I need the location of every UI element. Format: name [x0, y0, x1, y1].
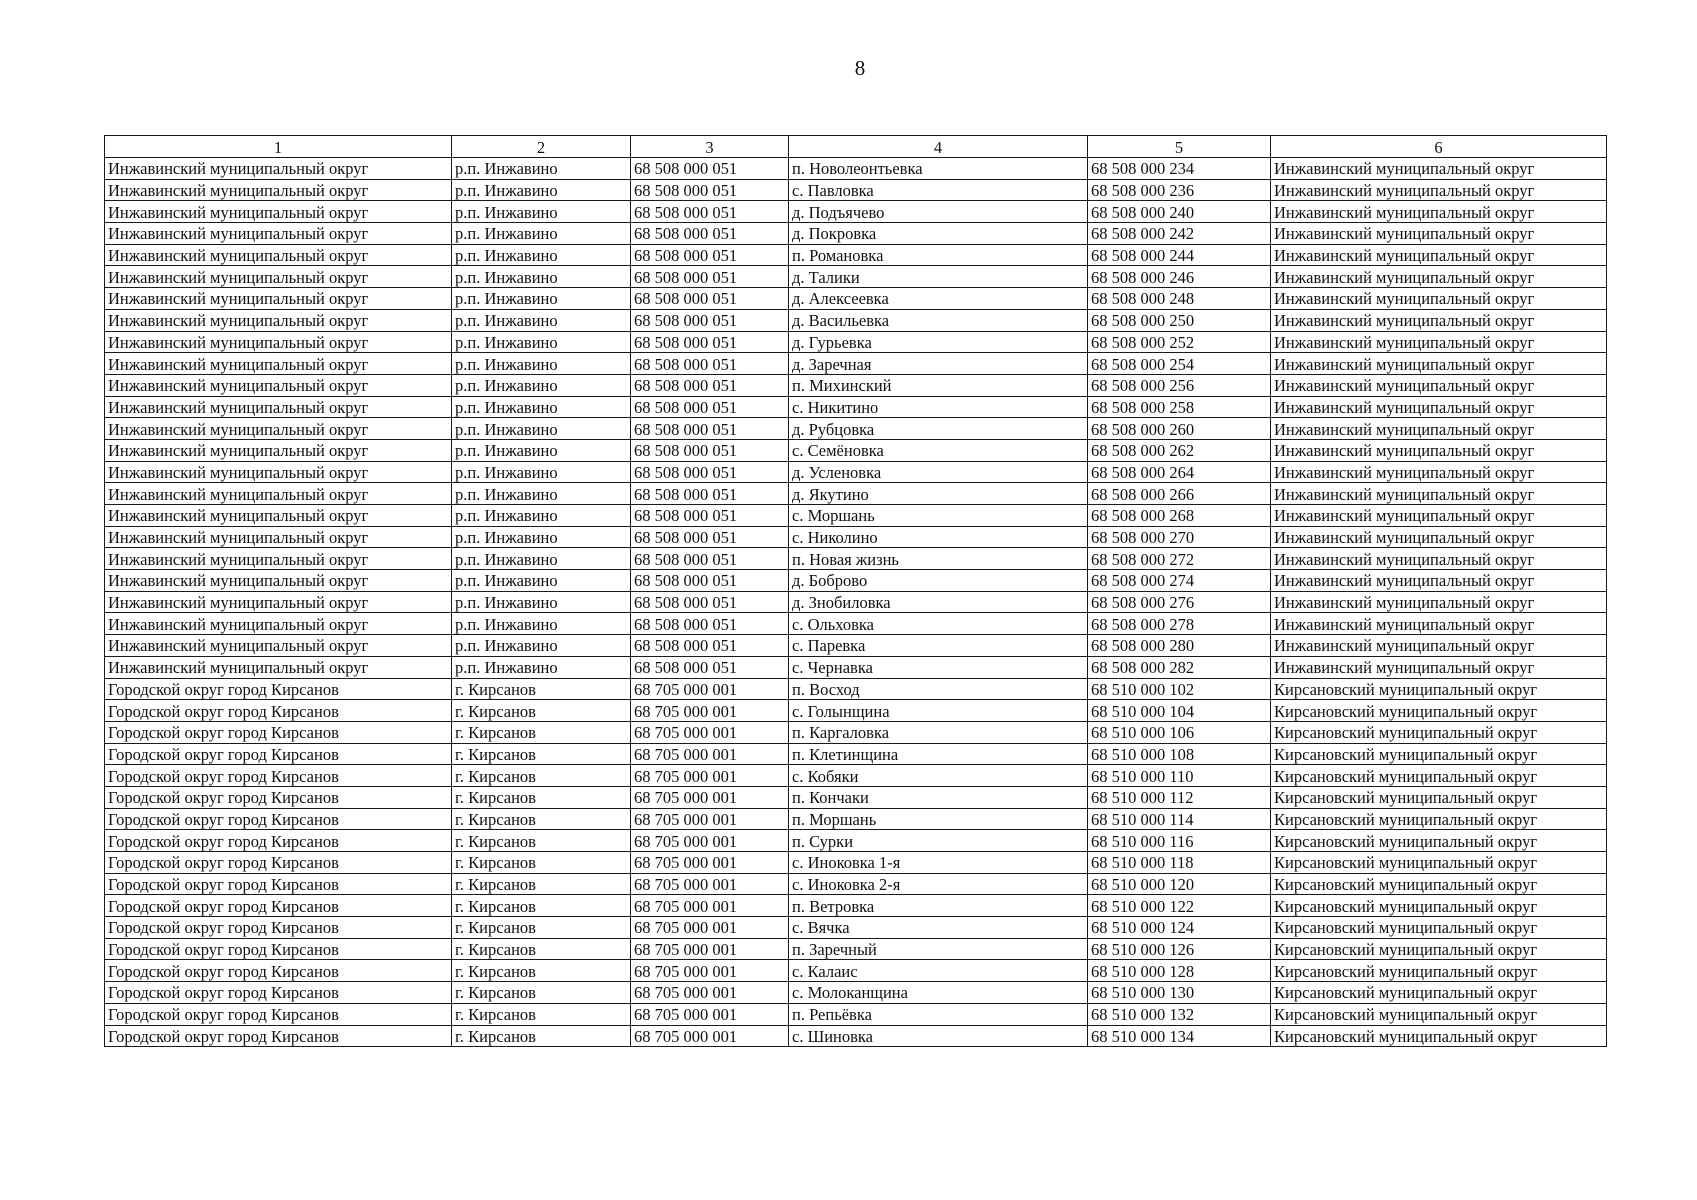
center-code-cell: 68 508 000 051 — [631, 201, 789, 223]
center-cell: р.п. Инжавино — [452, 396, 631, 418]
registry-table — [104, 135, 1607, 1047]
table-row — [105, 223, 1607, 245]
settlement-cell: д. Талики — [789, 266, 1088, 288]
table-row — [105, 895, 1607, 917]
settlement-code-cell: 68 510 000 122 — [1088, 895, 1271, 917]
settlement-cell: д. Боброво — [789, 570, 1088, 592]
settlement-code-cell: 68 510 000 130 — [1088, 982, 1271, 1004]
table-row — [105, 743, 1607, 765]
settlement-code-cell: 68 508 000 234 — [1088, 158, 1271, 180]
center-code-cell: 68 508 000 051 — [631, 591, 789, 613]
settlement-code-cell: 68 510 000 116 — [1088, 830, 1271, 852]
new-district-cell: Кирсановский муниципальный округ — [1271, 1003, 1607, 1025]
center-cell: р.п. Инжавино — [452, 179, 631, 201]
new-district-cell: Кирсановский муниципальный округ — [1271, 808, 1607, 830]
table-row — [105, 201, 1607, 223]
center-cell: р.п. Инжавино — [452, 613, 631, 635]
settlement-code-cell: 68 508 000 258 — [1088, 396, 1271, 418]
settlement-cell: п. Репьёвка — [789, 1003, 1088, 1025]
center-code-cell: 68 705 000 001 — [631, 678, 789, 700]
settlement-cell: с. Паревка — [789, 635, 1088, 657]
settlement-cell: д. Заречная — [789, 353, 1088, 375]
settlement-code-cell: 68 508 000 256 — [1088, 374, 1271, 396]
settlement-code-cell: 68 508 000 248 — [1088, 288, 1271, 310]
settlement-code-cell: 68 510 000 110 — [1088, 765, 1271, 787]
new-district-cell: Инжавинский муниципальный округ — [1271, 613, 1607, 635]
new-district-cell: Инжавинский муниципальный округ — [1271, 244, 1607, 266]
center-code-cell: 68 508 000 051 — [631, 331, 789, 353]
center-code-cell: 68 705 000 001 — [631, 1003, 789, 1025]
settlement-code-cell: 68 508 000 254 — [1088, 353, 1271, 375]
settlement-code-cell: 68 508 000 264 — [1088, 461, 1271, 483]
new-district-cell: Инжавинский муниципальный округ — [1271, 266, 1607, 288]
center-cell: р.п. Инжавино — [452, 353, 631, 375]
table-row — [105, 765, 1607, 787]
center-cell: г. Кирсанов — [452, 830, 631, 852]
settlement-cell: с. Кобяки — [789, 765, 1088, 787]
new-district-cell: Инжавинский муниципальный округ — [1271, 656, 1607, 678]
center-code-cell: 68 508 000 051 — [631, 461, 789, 483]
new-district-cell: Кирсановский муниципальный округ — [1271, 721, 1607, 743]
district-cell: Городской округ город Кирсанов — [105, 743, 452, 765]
settlement-cell: д. Васильевка — [789, 309, 1088, 331]
new-district-cell: Кирсановский муниципальный округ — [1271, 1025, 1607, 1047]
district-cell: Инжавинский муниципальный округ — [105, 396, 452, 418]
table-row — [105, 656, 1607, 678]
center-cell: р.п. Инжавино — [452, 331, 631, 353]
center-code-cell: 68 705 000 001 — [631, 917, 789, 939]
district-cell: Городской округ город Кирсанов — [105, 938, 452, 960]
settlement-cell: с. Николино — [789, 526, 1088, 548]
center-code-cell: 68 705 000 001 — [631, 873, 789, 895]
header-row — [105, 136, 1607, 158]
settlement-code-cell: 68 508 000 262 — [1088, 439, 1271, 461]
center-cell: р.п. Инжавино — [452, 201, 631, 223]
new-district-cell: Инжавинский муниципальный округ — [1271, 461, 1607, 483]
district-cell: Городской округ город Кирсанов — [105, 830, 452, 852]
center-code-cell: 68 705 000 001 — [631, 1025, 789, 1047]
center-code-cell: 68 508 000 051 — [631, 223, 789, 245]
settlement-code-cell: 68 508 000 270 — [1088, 526, 1271, 548]
settlement-code-cell: 68 508 000 276 — [1088, 591, 1271, 613]
center-cell: р.п. Инжавино — [452, 374, 631, 396]
table-row — [105, 331, 1607, 353]
center-code-cell: 68 508 000 051 — [631, 483, 789, 505]
new-district-cell: Инжавинский муниципальный округ — [1271, 309, 1607, 331]
table-header — [105, 136, 1607, 158]
new-district-cell: Кирсановский муниципальный округ — [1271, 743, 1607, 765]
settlement-code-cell: 68 508 000 266 — [1088, 483, 1271, 505]
center-cell: р.п. Инжавино — [452, 656, 631, 678]
center-cell: р.п. Инжавино — [452, 158, 631, 180]
center-code-cell: 68 705 000 001 — [631, 808, 789, 830]
district-cell: Городской округ город Кирсанов — [105, 700, 452, 722]
center-code-cell: 68 508 000 051 — [631, 288, 789, 310]
table-row — [105, 570, 1607, 592]
settlement-cell: п. Клетинщина — [789, 743, 1088, 765]
center-code-cell: 68 705 000 001 — [631, 830, 789, 852]
new-district-cell: Инжавинский муниципальный округ — [1271, 526, 1607, 548]
table-body — [105, 158, 1607, 1047]
new-district-cell: Инжавинский муниципальный округ — [1271, 418, 1607, 440]
center-cell: р.п. Инжавино — [452, 439, 631, 461]
district-cell: Городской округ город Кирсанов — [105, 960, 452, 982]
district-cell: Городской округ город Кирсанов — [105, 765, 452, 787]
center-cell: р.п. Инжавино — [452, 635, 631, 657]
settlement-code-cell: 68 508 000 282 — [1088, 656, 1271, 678]
center-code-cell: 68 508 000 051 — [631, 266, 789, 288]
settlement-cell: с. Калаис — [789, 960, 1088, 982]
district-cell: Инжавинский муниципальный округ — [105, 374, 452, 396]
center-cell: г. Кирсанов — [452, 982, 631, 1004]
center-cell: г. Кирсанов — [452, 721, 631, 743]
settlement-cell: с. Чернавка — [789, 656, 1088, 678]
center-cell: г. Кирсанов — [452, 852, 631, 874]
table-row — [105, 1025, 1607, 1047]
table-row — [105, 721, 1607, 743]
new-district-cell: Кирсановский муниципальный округ — [1271, 917, 1607, 939]
new-district-cell: Кирсановский муниципальный округ — [1271, 895, 1607, 917]
center-cell: р.п. Инжавино — [452, 548, 631, 570]
table-row — [105, 830, 1607, 852]
district-cell: Инжавинский муниципальный округ — [105, 526, 452, 548]
center-code-cell: 68 508 000 051 — [631, 635, 789, 657]
settlement-code-cell: 68 510 000 102 — [1088, 678, 1271, 700]
center-code-cell: 68 705 000 001 — [631, 895, 789, 917]
column-header: 1 — [105, 136, 452, 158]
center-cell: г. Кирсанов — [452, 765, 631, 787]
settlement-cell: д. Подъячево — [789, 201, 1088, 223]
district-cell: Инжавинский муниципальный округ — [105, 158, 452, 180]
center-cell: р.п. Инжавино — [452, 591, 631, 613]
table-row — [105, 786, 1607, 808]
center-code-cell: 68 705 000 001 — [631, 700, 789, 722]
district-cell: Инжавинский муниципальный округ — [105, 288, 452, 310]
settlement-code-cell: 68 510 000 104 — [1088, 700, 1271, 722]
center-cell: г. Кирсанов — [452, 917, 631, 939]
center-cell: г. Кирсанов — [452, 808, 631, 830]
district-cell: Инжавинский муниципальный округ — [105, 656, 452, 678]
new-district-cell: Инжавинский муниципальный округ — [1271, 374, 1607, 396]
center-cell: р.п. Инжавино — [452, 483, 631, 505]
district-cell: Инжавинский муниципальный округ — [105, 613, 452, 635]
district-cell: Инжавинский муниципальный округ — [105, 483, 452, 505]
new-district-cell: Кирсановский муниципальный округ — [1271, 765, 1607, 787]
center-code-cell: 68 705 000 001 — [631, 743, 789, 765]
settlement-cell: д. Знобиловка — [789, 591, 1088, 613]
settlement-cell: п. Моршань — [789, 808, 1088, 830]
center-code-cell: 68 508 000 051 — [631, 244, 789, 266]
settlement-code-cell: 68 510 000 108 — [1088, 743, 1271, 765]
new-district-cell: Инжавинский муниципальный округ — [1271, 396, 1607, 418]
table-row — [105, 158, 1607, 180]
district-cell: Инжавинский муниципальный округ — [105, 635, 452, 657]
table-row — [105, 808, 1607, 830]
center-cell: г. Кирсанов — [452, 743, 631, 765]
table-row — [105, 1003, 1607, 1025]
new-district-cell: Инжавинский муниципальный округ — [1271, 353, 1607, 375]
new-district-cell: Инжавинский муниципальный округ — [1271, 288, 1607, 310]
district-cell: Городской округ город Кирсанов — [105, 982, 452, 1004]
district-cell: Городской округ город Кирсанов — [105, 678, 452, 700]
district-cell: Городской округ город Кирсанов — [105, 852, 452, 874]
district-cell: Инжавинский муниципальный округ — [105, 201, 452, 223]
table-row — [105, 353, 1607, 375]
center-cell: г. Кирсанов — [452, 938, 631, 960]
table-row — [105, 179, 1607, 201]
center-code-cell: 68 508 000 051 — [631, 418, 789, 440]
center-cell: г. Кирсанов — [452, 1025, 631, 1047]
settlement-cell: с. Голынщина — [789, 700, 1088, 722]
settlement-code-cell: 68 510 000 106 — [1088, 721, 1271, 743]
settlement-cell: п. Новая жизнь — [789, 548, 1088, 570]
settlement-cell: с. Иноковка 2-я — [789, 873, 1088, 895]
new-district-cell: Инжавинский муниципальный округ — [1271, 331, 1607, 353]
center-cell: р.п. Инжавино — [452, 223, 631, 245]
center-cell: р.п. Инжавино — [452, 570, 631, 592]
new-district-cell: Кирсановский муниципальный округ — [1271, 830, 1607, 852]
settlement-cell: п. Заречный — [789, 938, 1088, 960]
new-district-cell: Кирсановский муниципальный округ — [1271, 938, 1607, 960]
new-district-cell: Кирсановский муниципальный округ — [1271, 873, 1607, 895]
center-code-cell: 68 508 000 051 — [631, 309, 789, 331]
settlement-cell: д. Рубцовка — [789, 418, 1088, 440]
table-row — [105, 461, 1607, 483]
settlement-code-cell: 68 508 000 236 — [1088, 179, 1271, 201]
new-district-cell: Инжавинский муниципальный округ — [1271, 179, 1607, 201]
center-code-cell: 68 508 000 051 — [631, 570, 789, 592]
page-number: 8 — [854, 56, 866, 80]
settlement-cell: п. Каргаловка — [789, 721, 1088, 743]
district-cell: Инжавинский муниципальный округ — [105, 439, 452, 461]
table-row — [105, 700, 1607, 722]
center-cell: г. Кирсанов — [452, 786, 631, 808]
column-header: 3 — [631, 136, 789, 158]
center-code-cell: 68 508 000 051 — [631, 505, 789, 527]
district-cell: Инжавинский муниципальный округ — [105, 331, 452, 353]
new-district-cell: Инжавинский муниципальный округ — [1271, 158, 1607, 180]
district-cell: Городской округ город Кирсанов — [105, 1025, 452, 1047]
table-row — [105, 678, 1607, 700]
settlement-code-cell: 68 508 000 268 — [1088, 505, 1271, 527]
new-district-cell: Инжавинский муниципальный округ — [1271, 439, 1607, 461]
center-cell: р.п. Инжавино — [452, 266, 631, 288]
district-cell: Инжавинский муниципальный округ — [105, 461, 452, 483]
center-code-cell: 68 508 000 051 — [631, 374, 789, 396]
district-cell: Инжавинский муниципальный округ — [105, 591, 452, 613]
district-cell: Городской округ город Кирсанов — [105, 721, 452, 743]
new-district-cell: Кирсановский муниципальный округ — [1271, 960, 1607, 982]
center-code-cell: 68 705 000 001 — [631, 852, 789, 874]
center-code-cell: 68 705 000 001 — [631, 721, 789, 743]
settlement-code-cell: 68 508 000 274 — [1088, 570, 1271, 592]
column-header: 2 — [452, 136, 631, 158]
district-cell: Городской округ город Кирсанов — [105, 917, 452, 939]
center-code-cell: 68 508 000 051 — [631, 439, 789, 461]
center-code-cell: 68 705 000 001 — [631, 786, 789, 808]
center-code-cell: 68 508 000 051 — [631, 656, 789, 678]
settlement-code-cell: 68 508 000 252 — [1088, 331, 1271, 353]
settlement-code-cell: 68 510 000 126 — [1088, 938, 1271, 960]
district-cell: Инжавинский муниципальный округ — [105, 244, 452, 266]
table-row — [105, 938, 1607, 960]
table-row — [105, 288, 1607, 310]
district-cell: Инжавинский муниципальный округ — [105, 418, 452, 440]
district-cell: Инжавинский муниципальный округ — [105, 353, 452, 375]
settlement-cell: п. Михинский — [789, 374, 1088, 396]
table-row — [105, 635, 1607, 657]
column-header: 6 — [1271, 136, 1607, 158]
center-code-cell: 68 705 000 001 — [631, 960, 789, 982]
center-cell: г. Кирсанов — [452, 1003, 631, 1025]
table-row — [105, 374, 1607, 396]
center-code-cell: 68 508 000 051 — [631, 396, 789, 418]
settlement-cell: с. Павловка — [789, 179, 1088, 201]
settlement-code-cell: 68 508 000 280 — [1088, 635, 1271, 657]
center-cell: р.п. Инжавино — [452, 526, 631, 548]
settlement-code-cell: 68 508 000 246 — [1088, 266, 1271, 288]
settlement-cell: п. Новолеонтьевка — [789, 158, 1088, 180]
table-row — [105, 873, 1607, 895]
center-code-cell: 68 508 000 051 — [631, 353, 789, 375]
new-district-cell: Инжавинский муниципальный округ — [1271, 505, 1607, 527]
new-district-cell: Кирсановский муниципальный округ — [1271, 678, 1607, 700]
center-cell: г. Кирсанов — [452, 700, 631, 722]
settlement-code-cell: 68 508 000 272 — [1088, 548, 1271, 570]
table-row — [105, 613, 1607, 635]
new-district-cell: Кирсановский муниципальный округ — [1271, 786, 1607, 808]
center-code-cell: 68 705 000 001 — [631, 765, 789, 787]
table-row — [105, 439, 1607, 461]
settlement-cell: п. Ветровка — [789, 895, 1088, 917]
new-district-cell: Инжавинский муниципальный округ — [1271, 201, 1607, 223]
center-code-cell: 68 508 000 051 — [631, 158, 789, 180]
center-cell: р.п. Инжавино — [452, 288, 631, 310]
column-header: 4 — [789, 136, 1088, 158]
settlement-code-cell: 68 510 000 120 — [1088, 873, 1271, 895]
table-row — [105, 309, 1607, 331]
settlement-code-cell: 68 508 000 244 — [1088, 244, 1271, 266]
settlement-code-cell: 68 510 000 132 — [1088, 1003, 1271, 1025]
center-code-cell: 68 508 000 051 — [631, 548, 789, 570]
center-cell: р.п. Инжавино — [452, 505, 631, 527]
settlement-code-cell: 68 508 000 250 — [1088, 309, 1271, 331]
district-cell: Инжавинский муниципальный округ — [105, 505, 452, 527]
new-district-cell: Инжавинский муниципальный округ — [1271, 591, 1607, 613]
new-district-cell: Инжавинский муниципальный округ — [1271, 483, 1607, 505]
settlement-cell: д. Покровка — [789, 223, 1088, 245]
new-district-cell: Кирсановский муниципальный округ — [1271, 982, 1607, 1004]
settlement-cell: п. Кончаки — [789, 786, 1088, 808]
settlement-code-cell: 68 508 000 260 — [1088, 418, 1271, 440]
table-row — [105, 526, 1607, 548]
center-cell: р.п. Инжавино — [452, 461, 631, 483]
center-cell: р.п. Инжавино — [452, 244, 631, 266]
settlement-cell: п. Романовка — [789, 244, 1088, 266]
settlement-code-cell: 68 510 000 124 — [1088, 917, 1271, 939]
table-row — [105, 396, 1607, 418]
table-row — [105, 548, 1607, 570]
center-cell: г. Кирсанов — [452, 678, 631, 700]
settlement-cell: с. Никитино — [789, 396, 1088, 418]
table-row — [105, 917, 1607, 939]
settlement-code-cell: 68 510 000 134 — [1088, 1025, 1271, 1047]
settlement-cell: п. Восход — [789, 678, 1088, 700]
district-cell: Городской округ город Кирсанов — [105, 895, 452, 917]
center-cell: р.п. Инжавино — [452, 418, 631, 440]
new-district-cell: Кирсановский муниципальный округ — [1271, 700, 1607, 722]
center-code-cell: 68 705 000 001 — [631, 938, 789, 960]
table-row — [105, 266, 1607, 288]
settlement-cell: д. Гурьевка — [789, 331, 1088, 353]
settlement-cell: с. Ольховка — [789, 613, 1088, 635]
table-row — [105, 418, 1607, 440]
center-code-cell: 68 508 000 051 — [631, 526, 789, 548]
center-code-cell: 68 508 000 051 — [631, 179, 789, 201]
district-cell: Городской округ город Кирсанов — [105, 1003, 452, 1025]
table-row — [105, 244, 1607, 266]
center-cell: г. Кирсанов — [452, 960, 631, 982]
settlement-cell: п. Сурки — [789, 830, 1088, 852]
table-row — [105, 852, 1607, 874]
new-district-cell: Инжавинский муниципальный округ — [1271, 570, 1607, 592]
center-cell: г. Кирсанов — [452, 895, 631, 917]
column-header: 5 — [1088, 136, 1271, 158]
center-code-cell: 68 508 000 051 — [631, 613, 789, 635]
settlement-cell: с. Молоканщина — [789, 982, 1088, 1004]
district-cell: Инжавинский муниципальный округ — [105, 570, 452, 592]
settlement-cell: с. Шиновка — [789, 1025, 1088, 1047]
center-cell: р.п. Инжавино — [452, 309, 631, 331]
settlement-code-cell: 68 510 000 118 — [1088, 852, 1271, 874]
table-row — [105, 982, 1607, 1004]
district-cell: Инжавинский муниципальный округ — [105, 223, 452, 245]
settlement-code-cell: 68 508 000 242 — [1088, 223, 1271, 245]
settlement-cell: с. Моршань — [789, 505, 1088, 527]
district-cell: Инжавинский муниципальный округ — [105, 548, 452, 570]
settlement-code-cell: 68 508 000 278 — [1088, 613, 1271, 635]
center-code-cell: 68 705 000 001 — [631, 982, 789, 1004]
district-cell: Городской округ город Кирсанов — [105, 786, 452, 808]
settlement-code-cell: 68 510 000 112 — [1088, 786, 1271, 808]
new-district-cell: Кирсановский муниципальный округ — [1271, 852, 1607, 874]
new-district-cell: Инжавинский муниципальный округ — [1271, 635, 1607, 657]
settlement-code-cell: 68 508 000 240 — [1088, 201, 1271, 223]
settlement-code-cell: 68 510 000 114 — [1088, 808, 1271, 830]
table-row — [105, 591, 1607, 613]
district-cell: Городской округ город Кирсанов — [105, 873, 452, 895]
settlement-code-cell: 68 510 000 128 — [1088, 960, 1271, 982]
settlement-cell: с. Иноковка 1-я — [789, 852, 1088, 874]
table-row — [105, 505, 1607, 527]
new-district-cell: Инжавинский муниципальный округ — [1271, 548, 1607, 570]
new-district-cell: Инжавинский муниципальный округ — [1271, 223, 1607, 245]
settlement-cell: с. Семёновка — [789, 439, 1088, 461]
center-cell: г. Кирсанов — [452, 873, 631, 895]
table-row — [105, 483, 1607, 505]
settlement-cell: с. Вячка — [789, 917, 1088, 939]
settlement-cell: д. Усленовка — [789, 461, 1088, 483]
settlement-cell: д. Якутино — [789, 483, 1088, 505]
district-cell: Городской округ город Кирсанов — [105, 808, 452, 830]
district-cell: Инжавинский муниципальный округ — [105, 266, 452, 288]
district-cell: Инжавинский муниципальный округ — [105, 179, 452, 201]
district-cell: Инжавинский муниципальный округ — [105, 309, 452, 331]
settlement-cell: д. Алексеевка — [789, 288, 1088, 310]
table-row — [105, 960, 1607, 982]
